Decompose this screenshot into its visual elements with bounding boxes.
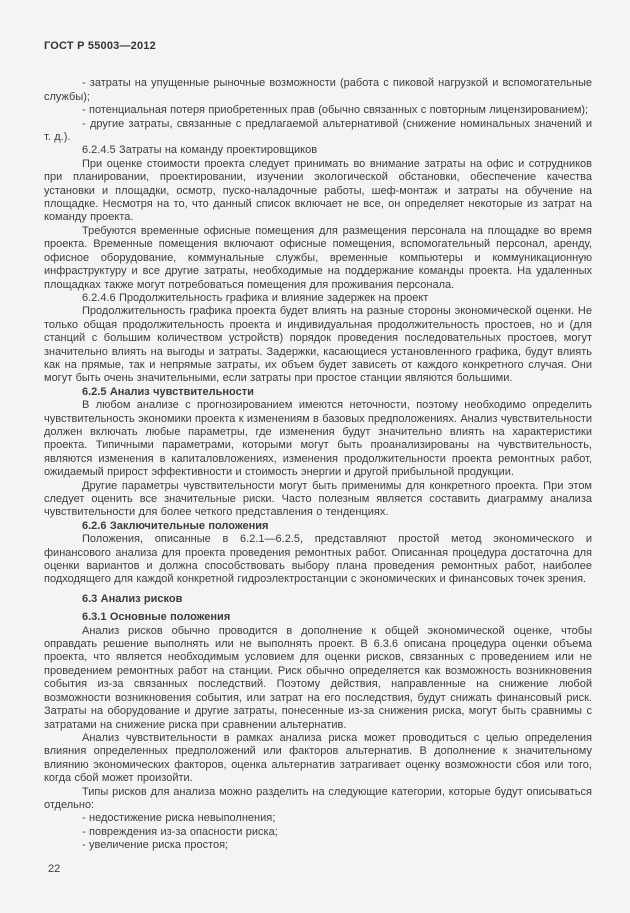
document-header: ГОСТ Р 55003—2012: [44, 40, 156, 52]
list-item: - увеличение риска простоя;: [82, 839, 229, 852]
clause-heading: 6.2.4.5 Затраты на команду проектировщиков: [82, 144, 318, 157]
paragraph: Другие параметры чувствительности могут быть применимы для конкретного проекта. При этом следует оценить все значительные риски. Часто полезным является составить диаграмму анализа чувствительности для более четкого представления о тенденциях.: [44, 479, 592, 519]
subsection-heading: 6.3.1 Основные положения: [82, 611, 231, 624]
list-item: - другие затраты, связанные с предлагаемой альтернативой (снижение номинальных значений и т. д.).: [44, 117, 592, 144]
paragraph: Продолжительность графика проекта будет влиять на разные стороны экономической оценки. Не только общая продолжительность проекта и индивидуальная продолжительность простоев, но и (для станций с большим количеством устройств) порядок проведения последовательных простоев, могут значительно влиять на выгоды и затраты. Задержки, касающиеся установленного графика, будут влиять как на прямые, так и непрямые затраты, их объем будет зависеть от каждого конкретного случая. Они могут быть очень значительными, если затраты при простое станции являются большими.: [44, 305, 592, 385]
page-number: 22: [48, 862, 61, 875]
section-heading: 6.3 Анализ рисков: [82, 592, 183, 605]
paragraph: Требуются временные офисные помещения для размещения персонала на площадке во время проекта. Временные помещения включают офисные помещения, вспомогательный персонал, аренду, офисное оборудование, коммунальные службы, временные компьютеры и коммуникационную инфраструктуру и все другие затраты, необходимые на поддержание команды проекта. На удаленных площадках также могут потребоваться помещения для проживания персонала.: [44, 224, 592, 291]
list-item: - повреждения из-за опасности риска;: [82, 825, 278, 838]
list-item: - потенциальная потеря приобретенных прав (обычно связанных с повторным лицензированием);: [82, 104, 589, 117]
document-body: [44, 77, 592, 852]
clause-heading: 6.2.4.6 Продолжительность графика и влияние задержек на проект: [82, 291, 429, 304]
paragraph: Анализ чувствительности в рамках анализа риска может проводиться с целью определения влияния определенных предположений или факторов альтернатив. В дополнение к значительному влиянию экономических факторов, оценка альтернатив затрагивает оценку возможности сбоя или того, когда сбой может произойти.: [44, 731, 592, 785]
clause-heading: 6.2.6 Заключительные положения: [82, 519, 269, 532]
paragraph: Типы рисков для анализа можно разделить на следующие категории, которые будут описываться отдельно:: [44, 785, 592, 811]
paragraph: Положения, описанные в 6.2.1—6.2.5, представляют простой метод экономического и финансового анализа для проекта проведения ремонтных работ. Описанная процедура достаточна для оценки вариантов и должна способствовать выбору плана проведения ремонтных работ, наиболее подходящего для каждой конкретной гидроэлектростанции с экономических и финансовых точек зрения.: [44, 533, 592, 586]
clause-heading: 6.2.5 Анализ чувствительности: [82, 385, 254, 398]
paragraph: Анализ рисков обычно проводится в дополнение к общей экономической оценке, чтобы оправдать решение выполнять или не выполнять проект. В 6.3.6 описана процедура оценки объема проекта, что является необходимым условием для оценки рисков, связанных с проведением или не проведением ремонтных работ на станции. Риск обычно определяется как возможность возникновения события из-за связанных последствий. Поэтому действия, направленные на снижение любой возможности возникновения события, или затрат на его последствия, будут снижать финансовый риск. Затраты на оборудование и другие затраты, понесенные из-за снижения риска, могут быть сравнимы с затратами на снижение риска при сравнении альтернатив.: [44, 624, 592, 731]
list-item: - затраты на упущенные рыночные возможности (работа с пиковой нагрузкой и вспомогательные службы);: [44, 77, 592, 103]
paragraph: При оценке стоимости проекта следует принимать во внимание затраты на офис и сотрудников при планировании, проектировании, изучении экологической обстановки, обеспечение качества установки и площадки, осмотр, пуско-наладочные работы, шеф-монтаж и затраты на обучение на площадке. Несмотря на то, что данный список включает не все, он определяет некоторые из затрат на команду проекта.: [44, 157, 592, 224]
paragraph: В любом анализе с прогнозированием имеются неточности, поэтому необходимо определить чувствительность экономики проекта к изменениям в базовых предположениях. Анализ чувствительности должен включать любые параметры, где изменения будут значительно влиять на характеристики проекта. Типичными параметрами, которыми могут быть проанализированы на чувствительность, являются изменения в капиталовложениях, изменения продолжительности проекта ремонтных работ, ожидаемый прирост эффективности и стоимость энергии и другой прибыльной продукции.: [44, 399, 592, 479]
list-item: - недостижение риска невыполнения;: [82, 812, 276, 825]
